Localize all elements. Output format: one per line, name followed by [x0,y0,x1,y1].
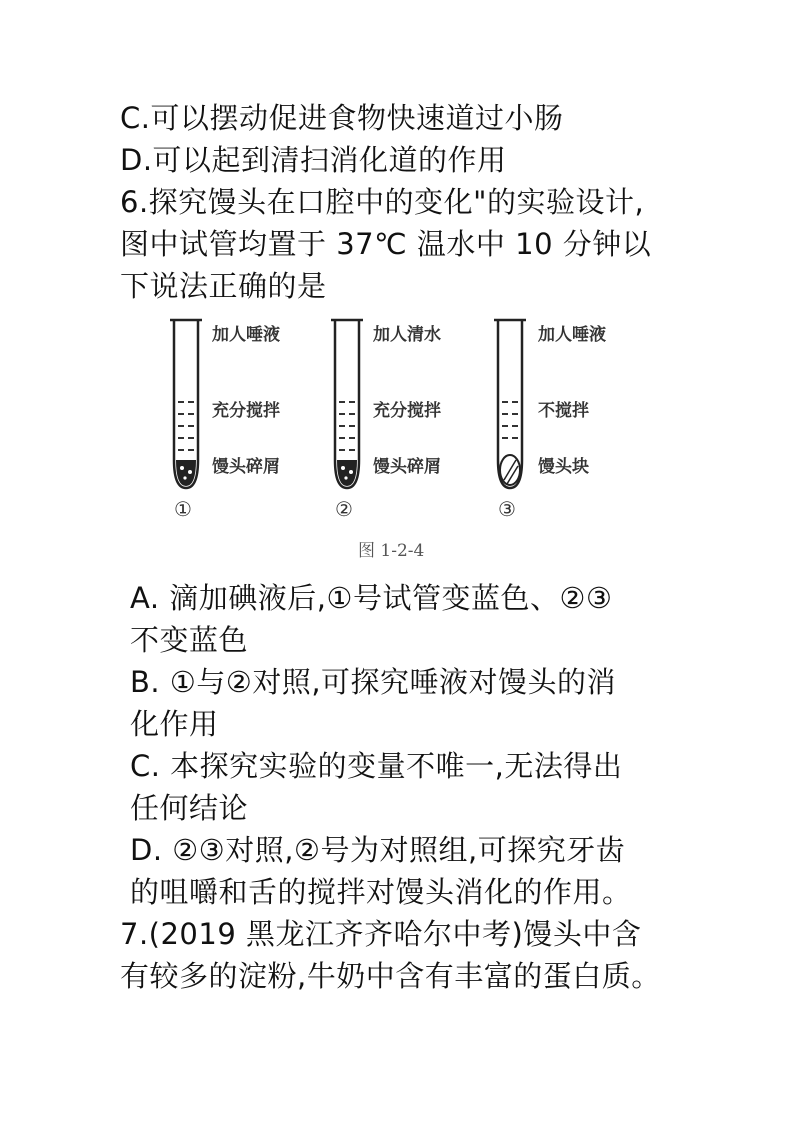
q6-option-b-line2: 化作用 [130,707,219,741]
figure-caption: 图 1-2-4 [358,541,425,561]
q7-stem-line2: 有较多的淀粉,牛奶中含有丰富的蛋白质。 [120,959,661,993]
test-tube-figure [160,310,640,570]
tube2-number: ② [335,497,353,521]
tube2-top-label: 加人清水 [373,325,441,345]
tube3-mid-label: 不搅拌 [538,401,589,421]
test-tube-2 [331,320,363,488]
tube3-bottom-label: 馒头块 [538,457,589,477]
test-tube-diagram [160,310,640,570]
q6-option-c-line2: 任何结论 [130,791,249,825]
q5-option-c: C.可以摆动促进食物快速道过小肠 [120,101,564,135]
q6-option-b-line1: B. ①与②对照,可探究唾液对馒头的消 [130,665,617,699]
q6-option-d-line2: 的咀嚼和舌的搅拌对馒头消化的作用。 [130,875,632,909]
q6-option-a-line2: 不变蓝色 [130,623,249,657]
tube3-number: ③ [498,497,516,521]
tube2-bottom-label: 馒头碎屑 [373,457,441,477]
tube1-number: ① [174,497,192,521]
test-tube-1 [170,320,202,488]
bread-crumbs-2 [337,460,357,486]
q6-stem-line1: 6.探究馒头在口腔中的变化"的实验设计, [120,185,645,219]
tube2-mid-label: 充分搅拌 [373,401,441,421]
q5-option-d: D.可以起到清扫消化道的作用 [120,143,507,177]
q6-option-c-line1: C. 本探究实验的变量不唯一,无法得出 [130,749,623,783]
test-tube-3 [494,320,526,488]
tube3-top-label: 加人唾液 [538,325,606,345]
q6-stem-line2: 图中试管均置于 37℃ 温水中 10 分钟以 [120,227,652,261]
tube1-top-label: 加人唾液 [212,325,280,345]
bread-crumbs-1 [176,460,196,486]
tube1-bottom-label: 馒头碎屑 [212,457,280,477]
q7-stem-line1: 7.(2019 黑龙江齐齐哈尔中考)馒头中含 [120,917,642,951]
q6-option-d-line1: D. ②③对照,②号为对照组,可探究牙齿 [130,833,626,867]
q6-stem-line3: 下说法正确的是 [120,269,327,303]
tube1-mid-label: 充分搅拌 [212,401,280,421]
q6-option-a-line1: A. 滴加碘液后,①号试管变蓝色、②③ [130,581,613,615]
